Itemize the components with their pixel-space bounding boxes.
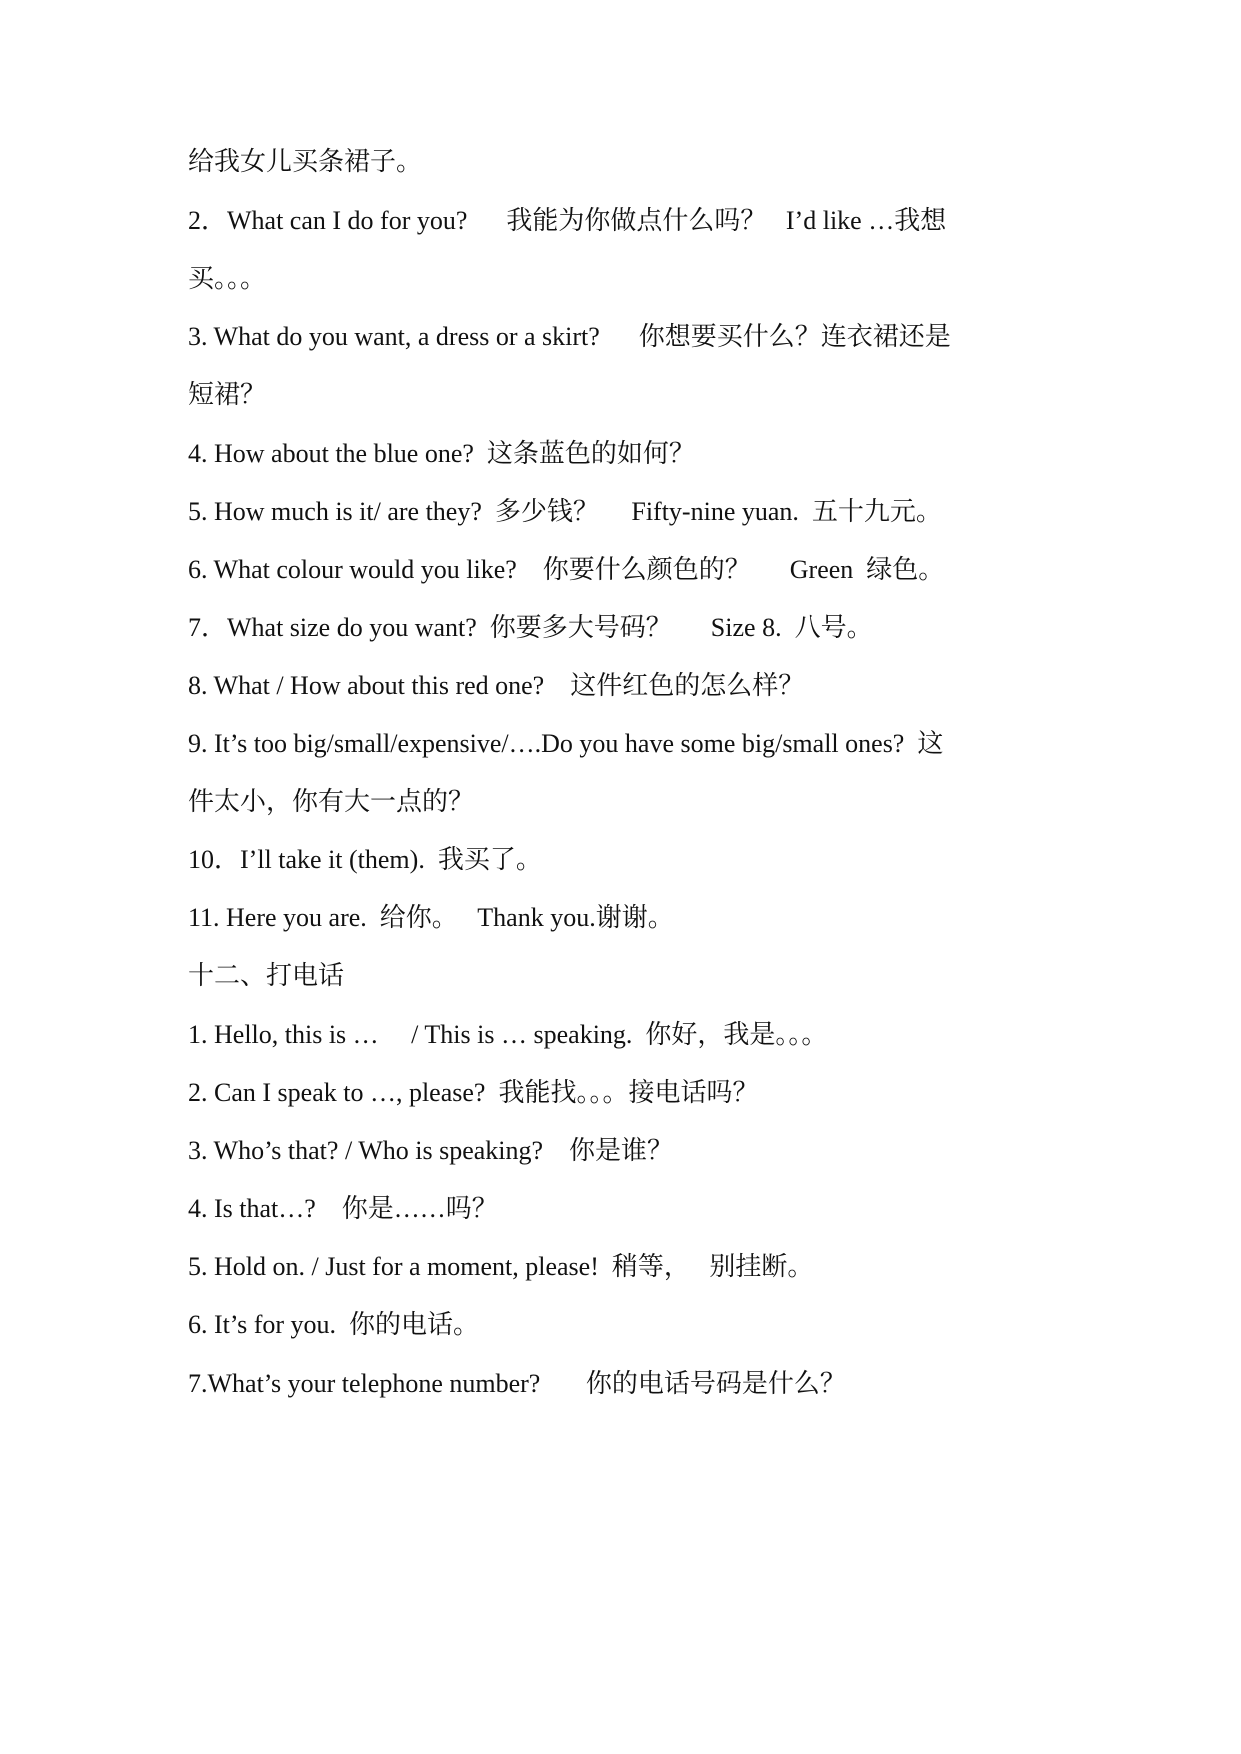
text-line: 1. Hello, this is … / This is … speaking. 你好，我是。。。: [188, 1020, 828, 1049]
text-line: 4. How about the blue one? 这条蓝色的如何？: [188, 439, 695, 468]
text-line: 5. Hold on. / Just for a moment, please! 稍等， 别挂断。: [188, 1252, 814, 1281]
text-line: 6. What colour would you like? 你要什么颜色的？ Green 绿色。: [188, 555, 945, 584]
text-line: 4. Is that…? 你是……吗？: [188, 1194, 498, 1223]
text-line: 6. It’s for you. 你的电话。: [188, 1310, 480, 1339]
section-heading: 十二、打电话: [188, 961, 345, 990]
text-line: 2．What can I do for you? 我能为你做点什么吗？ I’d like …我想: [188, 206, 947, 235]
text-line: 5. How much is it/ are they? 多少钱？ Fifty-nine yuan. 五十九元。: [188, 497, 942, 526]
text-line: 件太小，你有大一点的？: [188, 787, 475, 816]
text-line: 7．What size do you want? 你要多大号码？ Size 8. 八号。: [188, 613, 873, 642]
text-line: 9. It’s too big/small/expensive/….Do you have some big/small ones? 这: [188, 729, 944, 758]
text-line: 7.What’s your telephone number? 你的电话号码是什么？: [188, 1369, 846, 1398]
text-line: 3. What do you want, a dress or a skirt? 你想要买什么？连衣裙还是: [188, 322, 951, 351]
text-line: 10．I’ll take it (them). 我买了。: [188, 845, 542, 874]
text-line: 2. Can I speak to …, please? 我能找。。。接电话吗？: [188, 1078, 759, 1107]
text-line: 3. Who’s that? / Who is speaking? 你是谁？: [188, 1136, 674, 1165]
text-line: 8. What / How about this red one? 这件红色的怎么样？: [188, 671, 805, 700]
text-line: 买。。。: [188, 264, 267, 293]
text-line: 11. Here you are. 给你。 Thank you.谢谢。: [188, 903, 674, 932]
text-line: 给我女儿买条裙子。: [188, 147, 423, 176]
text-line: 短裙？: [188, 380, 267, 409]
